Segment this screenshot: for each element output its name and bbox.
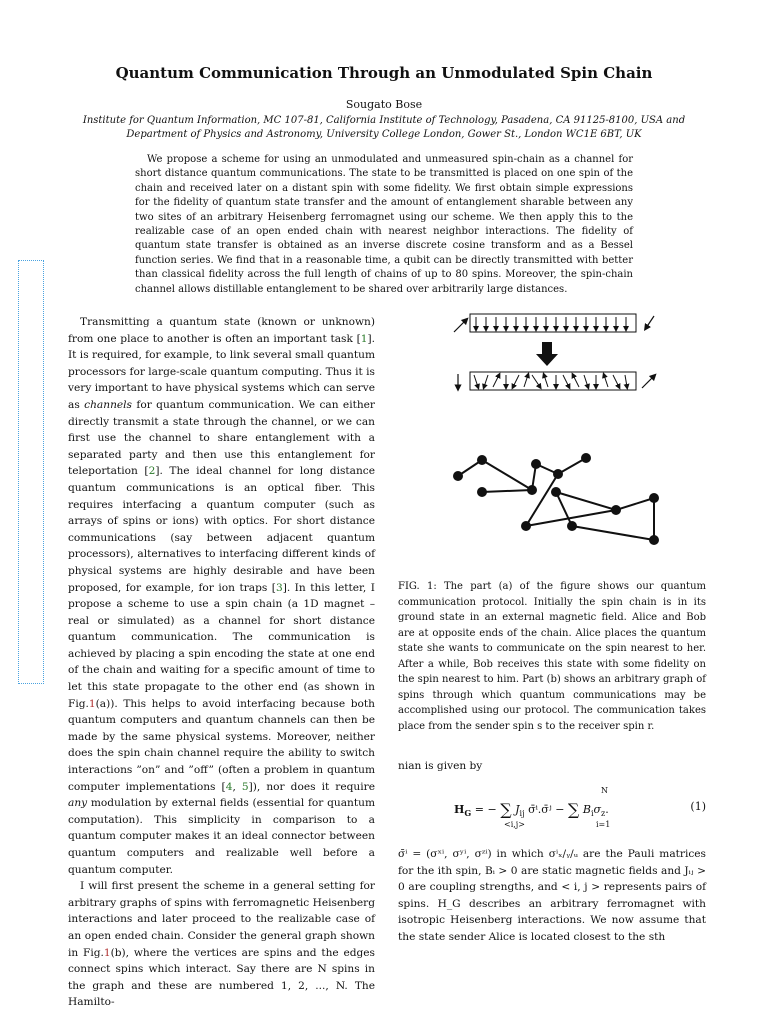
spin-vertex — [581, 453, 591, 463]
figure-1b-spin-graph — [448, 448, 688, 558]
figure-caption: FIG. 1: The part (a) of the figure shows our quantum communication protocol. Initially the spin chain is in its ground state in an external magnetic field. Alice and Bob are at opposite ends of the chain. Alice places the quantum state she wants to communicate on the spin nearest to her. After a while, Bob receives this state with some fidelity on the spin nearest to him. Part (b) shows an arbitrary graph of spins through which quantum communications may be accomplished using our protocol. The communication takes place from the sender spin s to the receiver spin r. — [398, 581, 706, 732]
right-column — [398, 846, 706, 946]
spin-arrow — [563, 375, 569, 387]
spin-vertex — [567, 521, 577, 531]
paragraph-setup: I will first present the scheme in a general setting for arbitrary graphs of spins with ferromagnetic Heisenberg interactions and later proceed to the realizable case of an open ended chain. Consider the general graph shown in Fig.1(b), where the vertices are spins and the edges connect spins which interact. Say there are N spins in the graph and these are numbered 1, 2, ..., N. The Hamilto- — [68, 880, 375, 1009]
abstract: We propose a scheme for using an unmodulated and unmeasured spin-chain as a channel for short distance quantum communications. The state to be transmitted is placed on one spin of the chain and received later on a distant spin with some fidelity. We first obtain simple expressions for the fidelity of quantum state transfer and the amount of entanglement sharable between any two sites of an arbitrary Heisenberg ferromagnet using our scheme. We then apply this to the realizable case of an open ended chain with nearest neighbor interactions. The fidelity of quantum state transfer is obtained as an inverse discrete cosine transform and as a Bessel function series. We find that in a reasonable time, a qubit can be directly transmitted with better than classical fidelity across the full length of chains of up to 80 spins. Moreover, the spin-chain channel allows distillable entanglement to be shared over arbitrarily large distances. — [135, 154, 633, 295]
transfer-arrow — [536, 342, 558, 366]
spin-vertex — [611, 505, 621, 515]
spin-arrow — [544, 375, 548, 387]
spin-vertex — [453, 471, 463, 481]
sum-symbol: ∑ — [567, 800, 580, 819]
citation-link[interactable]: 2 — [148, 465, 156, 478]
spin-arrow — [625, 375, 627, 387]
spin-arrow — [513, 375, 519, 387]
citation-link[interactable]: 5 — [241, 780, 249, 793]
spin-arrow — [484, 375, 488, 387]
equation-number: (1) — [690, 800, 706, 813]
spin-arrow — [532, 375, 540, 387]
author-name: Sougato Bose — [345, 98, 423, 111]
spin-vertex — [521, 521, 531, 531]
spin-vertex — [553, 469, 563, 479]
figure-link[interactable]: 1 — [88, 697, 96, 710]
paper-title: Quantum Communication Through an Unmodulated Spin Chain — [115, 64, 653, 82]
left-column — [68, 314, 375, 1011]
spin-arrow — [613, 375, 619, 387]
spin-arrow — [474, 375, 478, 387]
bob-spin-arrow-after — [642, 376, 654, 388]
spin-vertex — [477, 455, 487, 465]
spin-vertex — [531, 459, 541, 469]
sum-symbol: ∑ — [500, 800, 512, 819]
figure-1a-spin-chains — [446, 310, 706, 400]
spin-vertex — [477, 487, 487, 497]
spin-vertex — [649, 535, 659, 545]
affiliation-line-2: Department of Physics and Astronomy, University College London, Gower St., London WC1E 6BT, UK — [126, 129, 642, 140]
paragraph-pauli: σ̄ⁱ = (σˣⁱ, σʸⁱ, σᶻⁱ) in which σⁱₓ/ᵧ/ᵤ are the Pauli matrices for the ith spin, Bᵢ > 0 are static magnetic fields and Jᵢⱼ > 0 are coupling strengths, and < i, j > represents pairs of spins. H_G describes an arbitrary ferromagnet with isotropic Heisenberg interactions. We now assume that the state sender Alice is located closest to the sth — [398, 848, 706, 943]
spin-arrow — [493, 375, 499, 387]
chain-bottom — [470, 372, 636, 390]
citation-link[interactable]: 3 — [275, 581, 283, 594]
spin-vertex — [649, 493, 659, 503]
alice-spin-arrow — [454, 320, 466, 332]
right-intro: nian is given by — [398, 760, 483, 772]
equation-1: $H_G$ = − ∑ $J_{ij}$ σ̄ⁱ.σ̄ʲ − ∑ $B_i\sigma_z$. <i,j> N i=1 (1) — [454, 786, 706, 829]
affiliation-line-1: Institute for Quantum Information, MC 107-81, California Institute of Technology, Pasadena, CA 91125-8100, USA and — [82, 115, 686, 126]
chain-top — [470, 314, 636, 332]
citation-link[interactable]: 1 — [360, 332, 368, 345]
spin-arrow — [524, 375, 528, 387]
paragraph-intro: Transmitting a quantum state (known or unknown) from one place to another is often an important task [1]. It is required, for example, to link several small quantum processors for large-scale quantum computing. Thus it is very important to have physical systems which can serve as channels for quantum communication. We can either directly transmit a state through the channel, or we can first use the channel to share entanglement with a separated party and then use this entanglement for teleportation [2]. The ideal channel for long distance quantum communications is an optical fiber. This requires interfacing a quantum computer (such as arrays of spins or ions) with optics. For short distance communications (say between adjacent quantum processors), alternatives to interfacing different kinds of physical systems are highly desirable and have been proposed, for example, for ion traps [3]. In this letter, I propose a scheme to use a spin chain (a 1D magnet – real or simulated) as a channel for short distance quantum communication. The communication is achieved by placing a spin encoding the state at one end of the chain and waiting for a specific amount of time to let this state propagate to the other end (as shown in Fig.1(a)). This helps to avoid interfacing because both quantum computers and quantum channels can then be made by the same physical systems. Moreover, neither does the spin chain channel require the ability to switch interactions ”on” and ”off” (often a problem in quantum computer implementations [4, 5]), nor does it require any modulation by external fields (essential for quantum computation). This simplicity in comparison to a quantum computer makes it an ideal connector between quantum computers and realizable well before a quantum computer. — [68, 316, 375, 876]
spin-arrow — [573, 375, 579, 387]
citation-link[interactable]: 4 — [225, 780, 233, 793]
spin-arrow — [604, 375, 608, 387]
margin-marker — [18, 260, 44, 684]
affiliation — [70, 114, 698, 142]
spin-vertex — [551, 487, 561, 497]
spin-arrow — [584, 375, 588, 387]
bob-spin-arrow — [646, 316, 654, 328]
figure-link[interactable]: 1 — [103, 946, 111, 959]
spin-vertex — [527, 485, 537, 495]
